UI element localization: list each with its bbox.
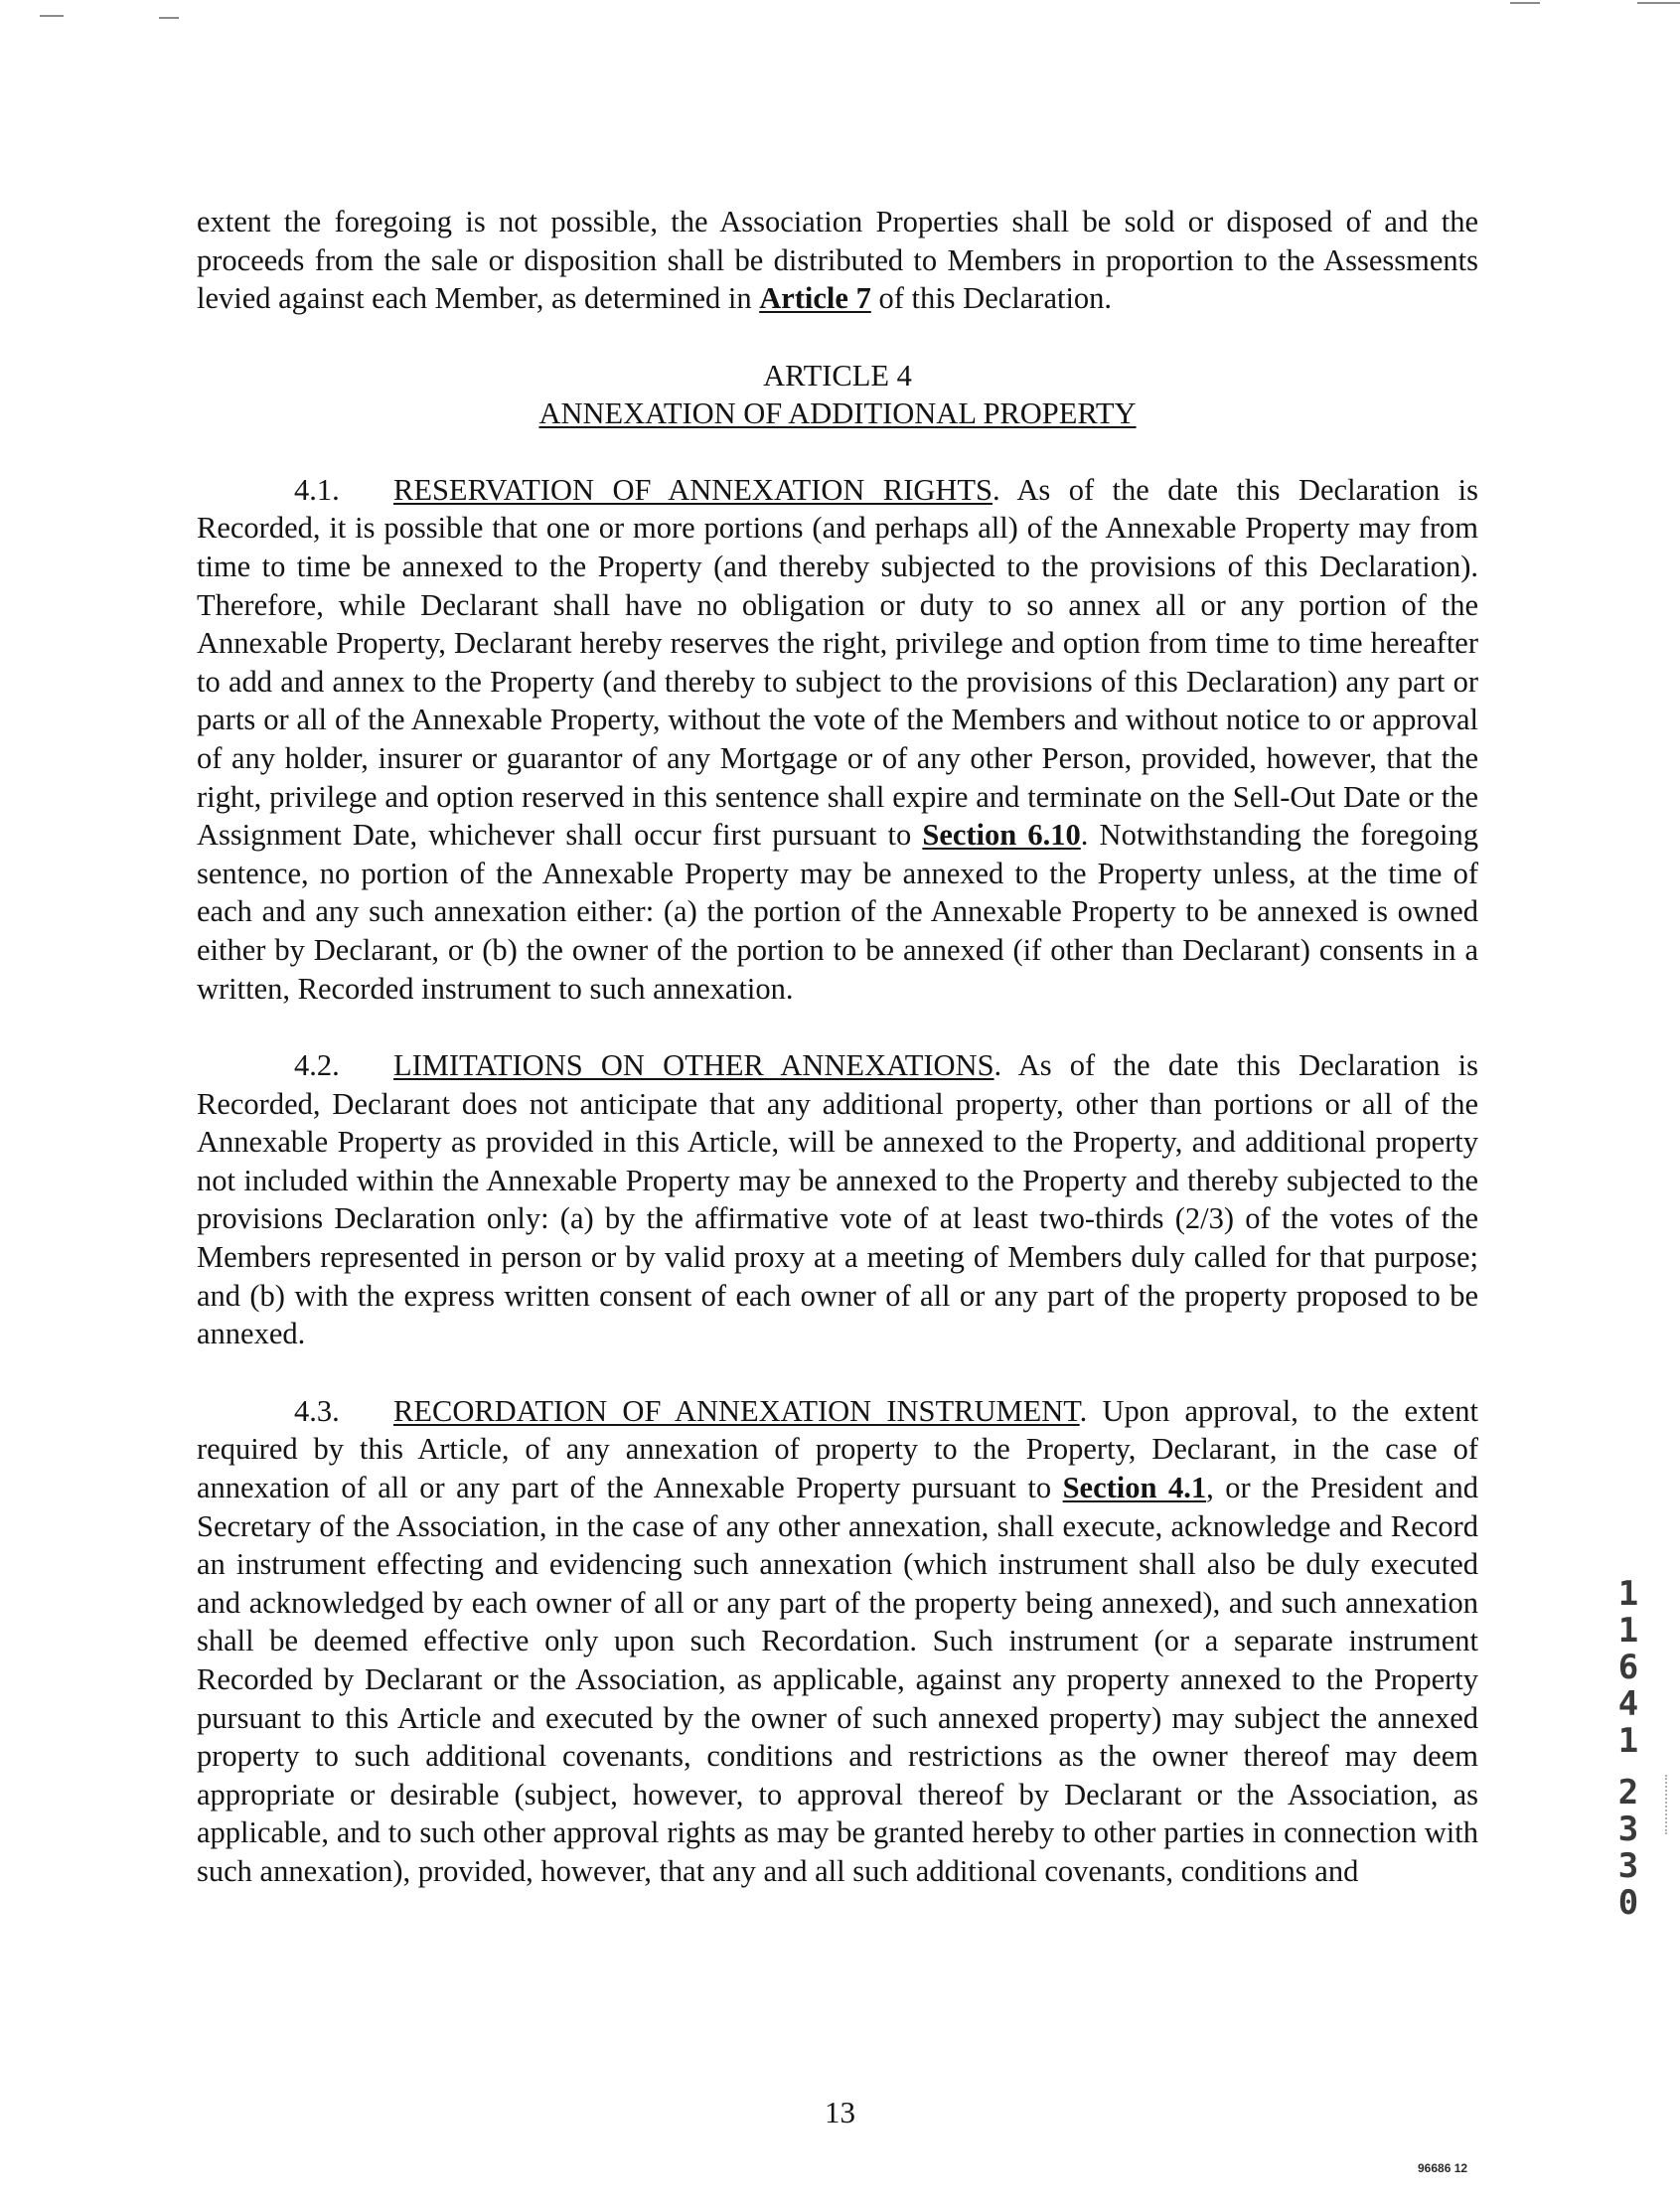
section-number: 4.3.: [294, 1393, 340, 1428]
document-body: [197, 203, 1478, 1891]
section-4-1-reference: Section 4.1: [1062, 1471, 1207, 1505]
section-heading: RECORDATION OF ANNEXATION INSTRUMENT: [393, 1393, 1080, 1428]
scan-artifact-top-right: [1510, 2, 1540, 4]
scan-artifact-top-left: [40, 15, 64, 17]
section-heading: LIMITATIONS ON OTHER ANNEXATIONS: [393, 1048, 994, 1083]
section-number: 4.2.: [294, 1048, 340, 1083]
scan-artifact-top-left-2: [159, 17, 179, 19]
article-number: ARTICLE 4: [763, 358, 912, 393]
intro-paragraph: extent the foregoing is not possible, the Association Properties shall be sold or disposed of and the proceeds from the sale or disposition shall be distributed to Members in proportion to the Assessments levied against each Member, as determined in Article 7 of this Declaration.: [197, 205, 1478, 316]
section-6-10-reference: Section 6.10: [922, 818, 1081, 853]
margin-stamp-group-2: 2 3 3 0: [1617, 1773, 1639, 1923]
article-7-reference: Article 7: [759, 281, 871, 316]
article-title: ANNEXATION OF ADDITIONAL PROPERTY: [538, 395, 1137, 430]
page-number: 13: [825, 2095, 855, 2129]
section-4-3: 4.3. RECORDATION OF ANNEXATION INSTRUMENT. Upon approval, to the extent required by this Article, of any annexation of property to the Property, Declarant, in the case of annexation of all or any part of the Annexable Property pursuant to Section 4.1, or the President and Secretary of the Association, in the case of any other annexation, shall execute, acknowledge and Record an instrument effecting and evidencing such annexation (which instrument shall also be duly executed and acknowledged by each owner of all or any part of the property being annexed), and such annexation shall be deemed effective only upon such Recordation. Such instrument (or a separate instrument Recorded by Declarant or the Association, as applicable, against any property annexed to the Property pursuant to this Article and executed by the owner of such annexed property) may subject the annexed property to such additional covenants, conditions and restrictions as the owner thereof may deem appropriate or desirable (subject, however, to approval thereof by Declarant or the Association, as applicable, and to such other approval rights as may be granted hereby to other parties in connection with such annexation), provided, however, that any and all such additional covenants, conditions and: [197, 1393, 1479, 1888]
margin-stamp-group-1: 1 1 6 4 1: [1617, 1574, 1639, 1761]
article-heading: [197, 357, 1478, 432]
scan-artifact-top-right-2: [1637, 2, 1680, 4]
section-4-1: 4.1. RESERVATION OF ANNEXATION RIGHTS. As of the date this Declaration is Recorded, it is possible that one or more portions (and perhaps all) of the Annexable Property may from time to time be annexed to the Property (and thereby subjected to the provisions of this Declaration). Therefore, while Declarant shall have no obligation or duty to so annex all or any portion of the Annexable Property, Declarant hereby reserves the right, privilege and option from time to time hereafter to add and annex to the Property (and thereby to subject to the provisions of this Declaration) any part or parts or all of the Annexable Property, without the vote of the Members and without notice to or approval of any holder, insurer or guarantor of any Mortgage or of any other Person, provided, however, that the right, privilege and option reserved in this sentence shall expire and terminate on the Sell-Out Date or the Assignment Date, whichever shall occur first pursuant to Section 6.10. Notwithstanding the foregoing sentence, no portion of the Annexable Property may be annexed to the Property unless, at the time of each and any such annexation either: (a) the portion of the Annexable Property to be annexed is owned either by Declarant, or (b) the owner of the portion to be annexed (if other than Declarant) consents in a written, Recorded instrument to such annexation.: [197, 472, 1478, 1006]
section-4-2: 4.2. LIMITATIONS ON OTHER ANNEXATIONS. As of the date this Declaration is Recorded, Declarant does not anticipate that any additional property, other than portions or all of the Annexable Property as provided in this Article, will be annexed to the Property, and additional property not included within the Annexable Property may be annexed to the Property and thereby subjected to the provisions Declaration only: (a) by the affirmative vote of at least two-thirds (2/3) of the votes of the Members represented in person or by valid proxy at a meeting of Members duly called for that purpose; and (b) with the express written consent of each owner of all or any part of the property proposed to be annexed.: [197, 1048, 1478, 1351]
scan-artifact-dots: [1665, 1775, 1670, 1834]
section-heading: RESERVATION OF ANNEXATION RIGHTS: [393, 472, 993, 507]
document-code: 96686 12: [1418, 2161, 1468, 2175]
section-number: 4.1.: [294, 472, 340, 507]
